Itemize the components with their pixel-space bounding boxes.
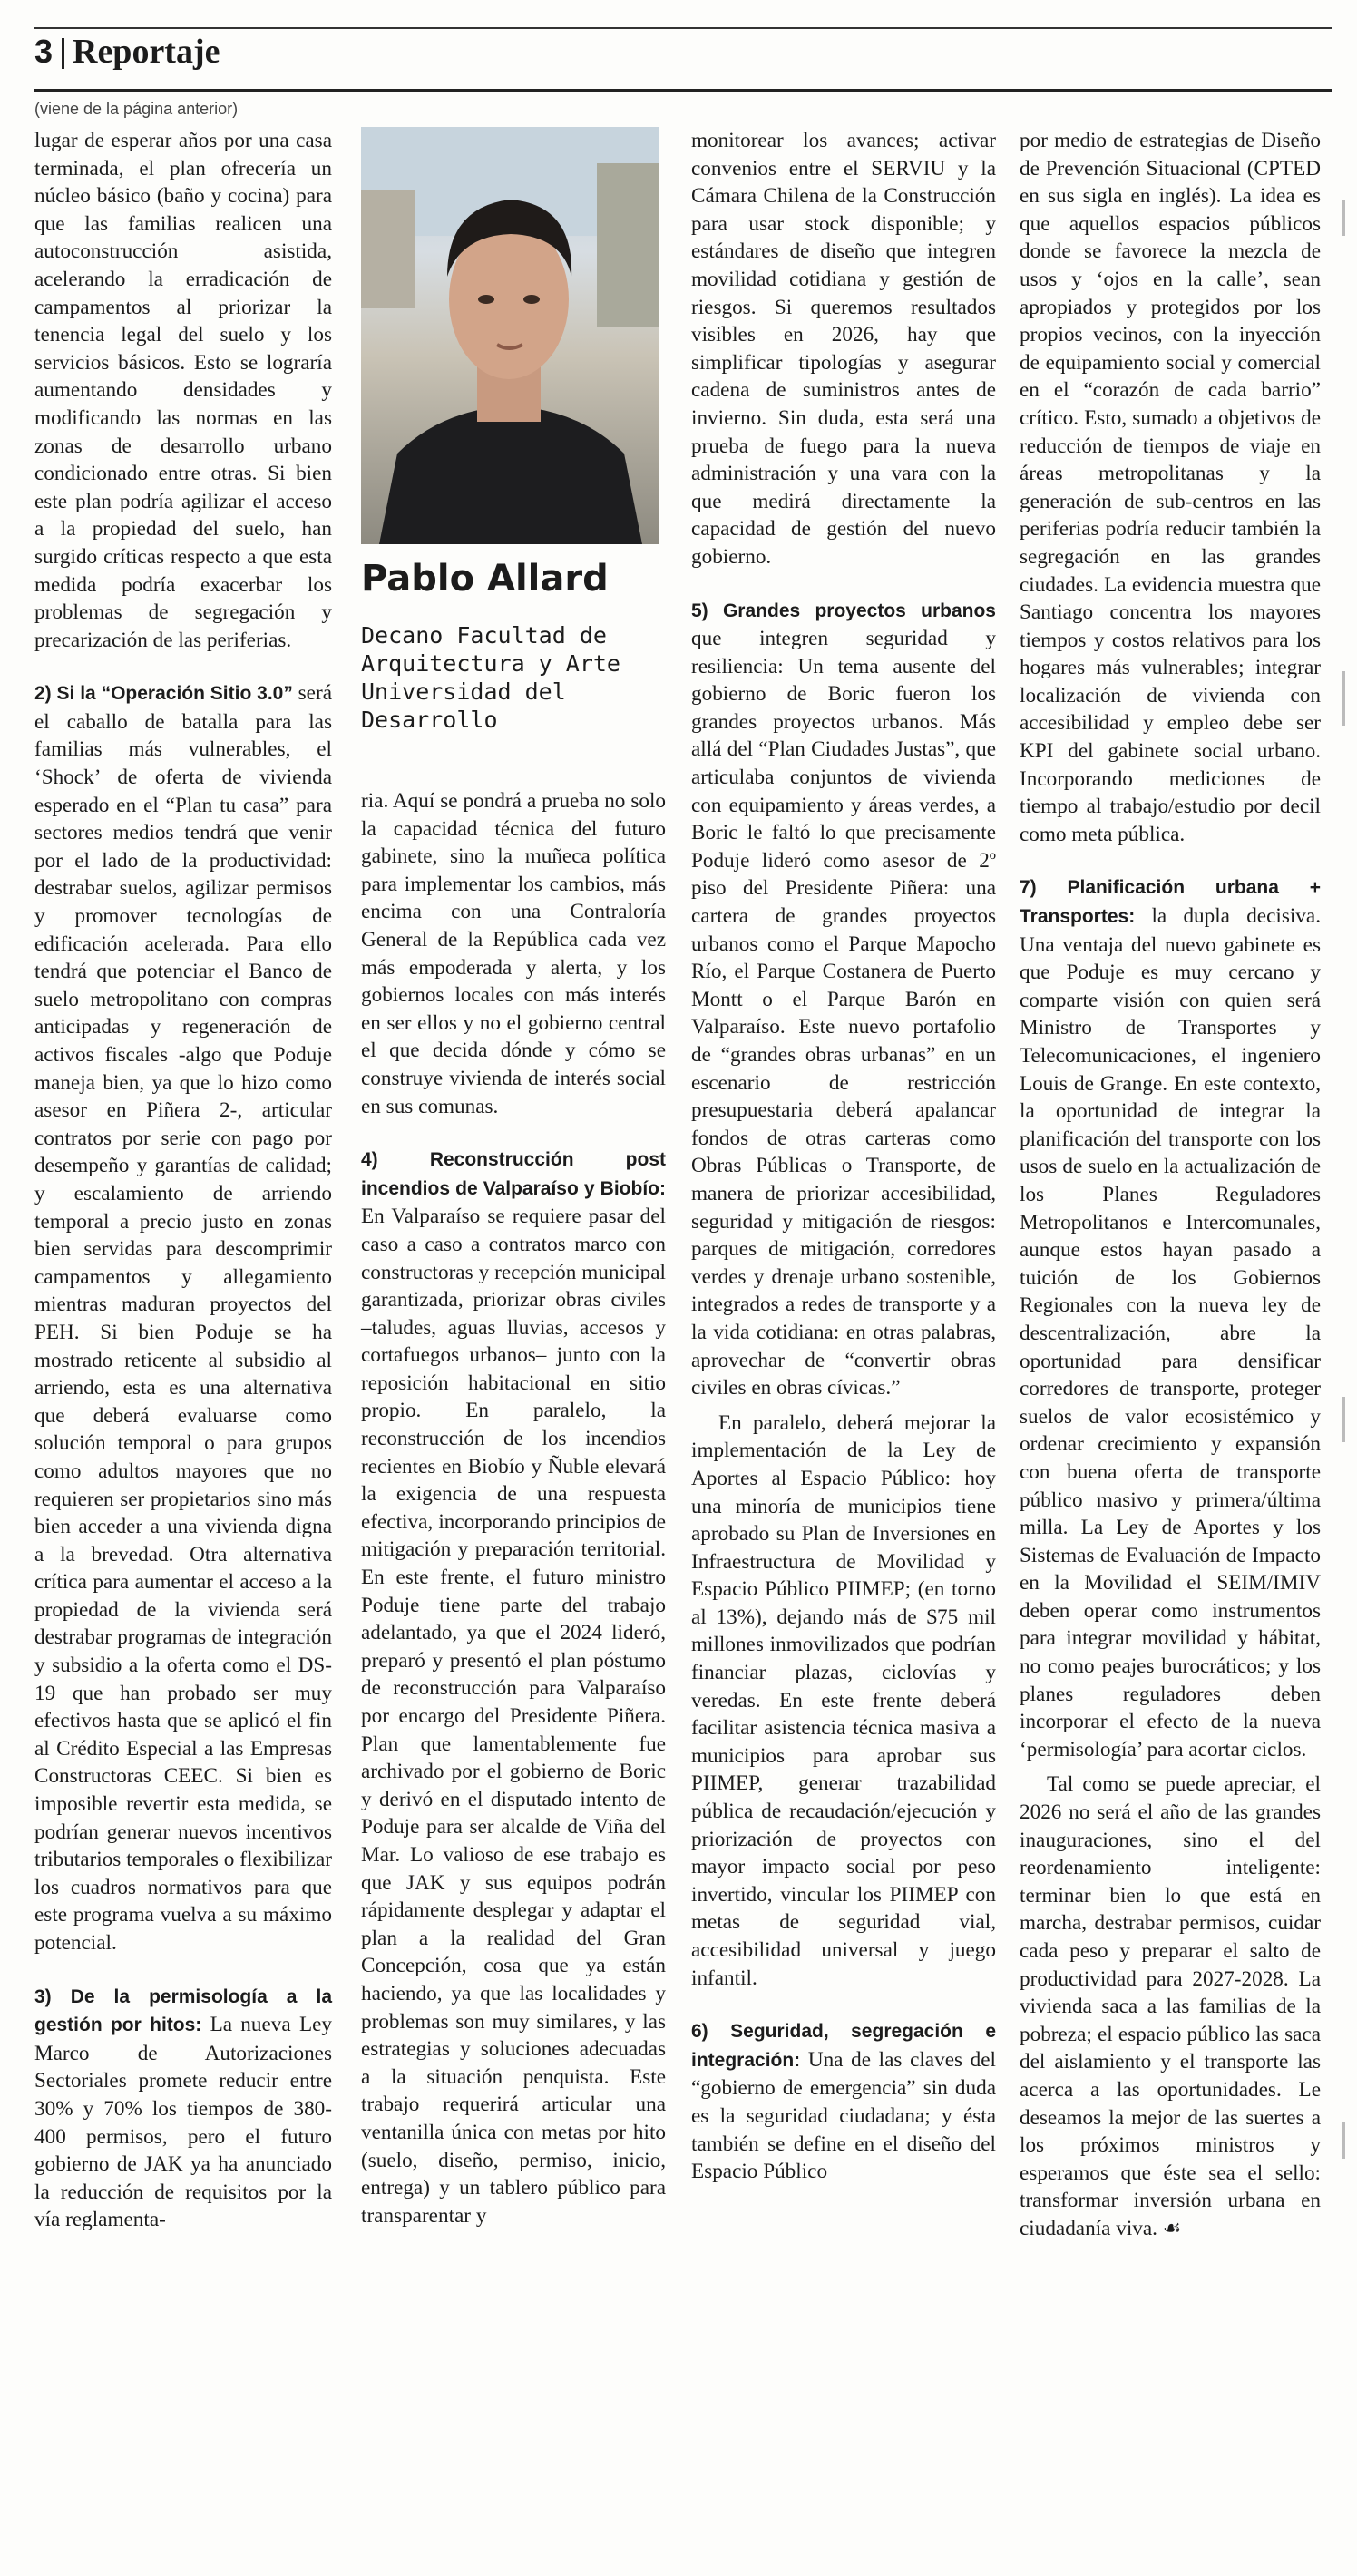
portrait-illustration	[361, 127, 659, 544]
adjacent-page-edge	[1337, 127, 1357, 2558]
subheading: 5) Grandes proyectos urbanos	[691, 600, 996, 621]
paragraph: 5) Grandes proyectos urbanos que integren seguridad y resiliencia: Un tema ausente del gobierno de Boric fueron los grandes proyectos urbanos. Más allá del “Plan Ciudades Justas”, que articulaba conjuntos de vivienda con equipamiento y áreas verdes, a Boric le faltó lo que precisamente Poduje lideró como asesor de 2º piso del Presidente Piñera: una cartera de grandes proyectos urbanos como el Parque Mapocho Río, el Parque Costanera de Puerto Montt o el Parque Barón en Valparaíso. Este nuevo portafolio de “grandes obras urbanas” en un escenario de restricción presupuestaria deberá apalancar fondos de otras carteras como Obras Públicas o Transporte, de manera de priorizar accesibilidad, seguridad y mitigación de riesgos: parques de mitigación, corredores verdes y drenaje urbano sostenible, integrados a redes de transporte y a la vida cotidiana: en otras palabras, aprovechar de “convertir obras civiles en obras cívicas.”	[691, 600, 996, 1400]
article-column-1	[34, 127, 332, 2259]
paragraph: lugar de esperar años por una casa terminada, el plan ofrecería un núcleo básico (baño y cocina) para que las familias realicen una autoconstrucción asistida, acelerando la erradicación de campamentos al priorizar la tenencia legal del suelo y los servicios básicos. Esto se lograría aumentando densidades y modificando las normas en las zonas de desarrollo urbano condicionado entre otras. Si bien este plan podría agilizar el acceso a la propiedad del suelo, han surgido críticas respecto a que esta medida podría exacerbar los problemas de segregación y precarización de las periferias.	[34, 129, 332, 652]
continued-note: (viene de la página anterior)	[34, 100, 239, 118]
subheading: 7) Planificación urbana + Transportes:	[1020, 877, 1321, 928]
page-number: 3	[34, 33, 54, 70]
header-rule	[34, 89, 1332, 92]
edge-mark	[1342, 1397, 1345, 1442]
paragraph: 4) Reconstrucción post incendios de Valparaíso y Biobío: En Valparaíso se requiere pasar del caso a caso a contratos marco con constructoras y recepción municipal garantizada, priorizar obras civiles –taludes, aguas lluvias, accesos y cortafuegos urbanos– junto con la reposición habitacional en sitio propio. En paralelo, la reconstrucción de los incendios recientes en Biobío y Ñuble elevará la exigencia de una respuesta efectiva, incorporando principios de mitigación y preparación territorial. En este frente, el futuro ministro Poduje tiene parte del trabajo adelantado, ya que el 2024 lideró, preparó y presentó el plan póstumo de reconstrucción para Valparaíso por encargo del Presidente Piñera. Plan que lamentablemente fue archivado por el gobierno de Boric y derivó en el disputado intento de Poduje para ser alcalde de Viña del Mar. Lo valioso de ese trabajo es que JAK y sus equipos podrán rápidamente desplegar y adaptar el plan a la realidad del Gran Concepción, cosa que ya están haciendo, ya que las localidades y problemas son muy similares, y las estrategias y soluciones adecuadas a la situación penquista. Este trabajo requerirá articular una ventanilla única con metas por hito (suelo, diseño, permiso, inicio, entrega) y un tablero público para transparentar y	[361, 1149, 666, 2228]
end-mark-icon: ☙	[1162, 2216, 1182, 2240]
section-title: Reportaje	[73, 33, 220, 71]
edge-mark	[1342, 671, 1345, 726]
edge-mark	[1342, 200, 1345, 236]
author-role: Decano Facultad de Arquitectura y Arte Universidad del Desarrollo	[361, 622, 620, 733]
article-column-4	[1020, 127, 1321, 2269]
subheading: 2) Si la “Operación Sitio 3.0”	[34, 683, 293, 705]
paragraph: monitorear los avances; activar convenios entre el SERVIU y la Cámara Chilena de la Construcción para usar stock disponible; y estándares de diseño que integren movilidad cotidiana y gestión de riesgos. Si queremos resultados visibles en 2026, hay que simplificar tipologías y asegurar cadena de suministros antes de invierno. Sin duda, esta será una prueba de fuego para la nueva administración y una vara con la que medirá directamente la capacidad de gestión del nuevo gobierno.	[691, 129, 996, 569]
paragraph: 3) De la permisología a la gestión por hitos: La nueva Ley Marco de Autorizaciones Sectoriales promete reducir entre 30% y 70% los tiempos de 380-400 permisos, pero el futuro gobierno de JAK ya ha anunciado la reducción de requisitos por la vía reglamenta-	[34, 1986, 333, 2232]
paragraph: Tal como se puede apreciar, el 2026 no será el año de las grandes inauguraciones, sino el del reordenamiento inteligente: terminar bien lo que está en marcha, destrabar permisos, cuidar cada peso y preparar el salto de productividad para 2027-2028. La vivienda saca a las familias de la pobreza; el espacio público las saca del aislamiento y el transporte las acerca a las oportunidades. Le deseamos la mejor de las suertes a los próximos ministros y esperamos que éste sea el sello: transformar inversión urbana en ciudadanía viva. ☙	[1020, 1772, 1321, 2240]
paragraph: por medio de estrategias de Diseño de Prevención Situacional (CPTED en sus sigla en inglés). La idea es que aquellos espacios públicos donde se favorece la mezcla de usos y ‘ojos en la calle’, sean apropiados y protegidos por los propios vecinos, con la inyección de equipamiento social y comercial en el “corazón de cada barrio” crítico. Esto, sumado a objetivos de reducción de tiempos de viaje en áreas metropolitanas y la generación de sub-centros en las periferias podría reducir también la segregación en las grandes ciudades. La evidencia muestra que Santiago concentra los mayores tiempos y costos relativos para los hogares más vulnerables; integrar localización de vivienda con accesibilidad y empleo debe ser KPI del gabinete social urbano. Incorporando mediciones de tiempo al trabajo/estudio por decil como meta pública.	[1020, 129, 1321, 846]
article-column-2	[361, 787, 666, 2255]
edge-mark	[1342, 2122, 1345, 2159]
subheading: 3) De la permisología a la gestión por hitos:	[34, 1986, 332, 2036]
paragraph: ria. Aquí se pondrá a prueba no solo la capacidad técnica del futuro gabinete, sino la muñeca política para implementar los cambios, más encima con una Contraloría General de la República cada vez más empoderada y alerta, y los gobiernos locales con más interés en ser ellos y no el gobierno central el que decida dónde y cómo se construye vivienda de interés social en sus comunas.	[361, 789, 666, 1118]
author-photo	[361, 127, 659, 544]
subheading: 4) Reconstrucción post incendios de Valparaíso y Biobío:	[361, 1149, 666, 1199]
author-name: Pablo Allard	[361, 558, 609, 600]
page-header	[34, 31, 1332, 73]
paragraph: 2) Si la “Operación Sitio 3.0” será el caballo de batalla para las familias más vulnerables, el ‘Shock’ de oferta de vivienda esperado en el “Plan tu casa” para sectores medios tendrá que venir por el lado de la productividad: destrabar suelos, agilizar permisos y promover tecnologías de edificación acelerada. Para ello tendrá que potenciar el Banco de suelo metropolitano con compras anticipadas y regeneración de activos fiscales -algo que Poduje maneja bien, ya que lo hizo como asesor en Piñera 2-, articular contratos por serie con pago por desempeño y garantías de calidad; y escalamiento de arriendo temporal a precio justo en zonas bien servidas para descomprimir campamentos y allegamiento mientras maduran proyectos del PEH. Si bien Poduje se ha mostrado reticente al subsidio al arriendo, esta es una alternativa que deberá evaluarse como solución temporal o para grupos como adultos mayores que no requieren ser propietarios sino más bien acceder a una vivienda digna a la brevedad. Otra alternativa crítica para aumentar el acceso a la propiedad de la vivienda será destrabar programas de integración y subsidio a la oferta como el DS-19 que han probado ser muy efectivos hasta que se aplicó el fin al Crédito Especial a las Empresas Constructoras CEEC. Si bien es imposible revertir esta medida, se podrían generar nuevos incentivos tributarios temporales o flexibilizar los cuadros normativos para que este programa vuelva a su máximo potencial.	[34, 681, 332, 1955]
header-divider	[62, 38, 64, 69]
paragraph: 7) Planificación urbana + Transportes: la dupla decisiva. Una ventaja del nuevo gabinete es que Poduje es muy cercano y comparte visión con quien será Ministro de Transportes y Telecomunicaciones, el ingeniero Louis de Grange. En este contexto, la oportunidad de integrar la planificación del transporte con los usos de suelo en la actualización de los Planes Reguladores Metropolitanos e Intercomunales, aunque estos hayan pasado a tuición de los Gobiernos Regionales con la nueva ley de descentralización, abre la oportunidad para densificar corredores de transporte, proteger suelos de valor ecosistémico y ordenar crecimiento y expansión con buena oferta de transporte público masivo y primera/última milla. La Ley de Aportes y los Sistemas de Evaluación de Impacto en la Movilidad el SEIM/IMIV deben operar como instrumentos para integrar movilidad y hábitat, no como peajes burocráticos; y los planes reguladores deben incorporar el efecto de la nueva ‘permisología’ para acortar ciclos.	[1020, 877, 1321, 1761]
article-column-3	[691, 127, 996, 2211]
top-rule	[34, 27, 1332, 29]
paragraph: 6) Seguridad, segregación e integración: Una de las claves del “gobierno de emergencia” sin duda es la seguridad ciudadana; y ésta también se define en el diseño del Espacio Público	[691, 2021, 996, 2184]
subheading: 6) Seguridad, segregación e integración:	[691, 2021, 996, 2071]
paragraph: En paralelo, deberá mejorar la implementación de la Ley de Aportes al Espacio Público: hoy una minoría de municipios tiene aprobado su Plan de Inversiones en Infraestructura de Movilidad y Espacio Público PIIMEP; (en torno al 13%), dejando más de $75 mil millones inmovilizados que podrían financiar plazas, ciclovías y veredas. En este frente deberá facilitar asistencia técnica masiva a municipios para aprobar sus PIIMEP, generar trazabilidad pública de recaudación/ejecución y priorización de proyectos con mayor impacto social por peso invertido, vincular los PIIMEP con metas de seguridad vial, accesibilidad universal y juego infantil.	[691, 1410, 996, 1990]
